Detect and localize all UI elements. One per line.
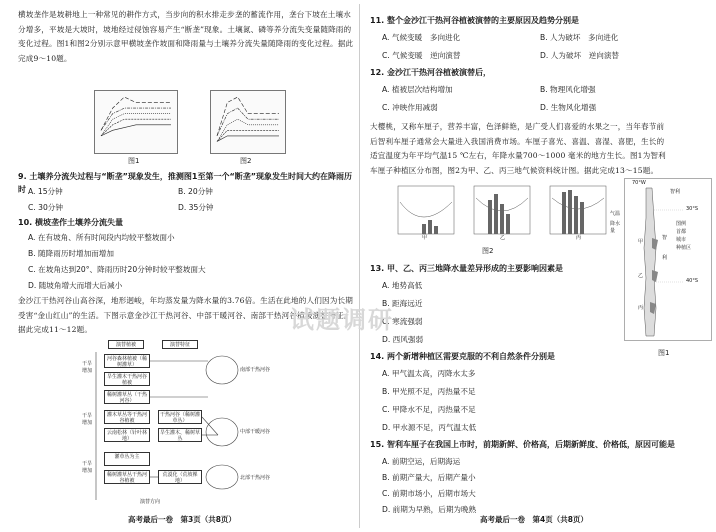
watermark-text: 试题调研 xyxy=(290,306,394,334)
q9-option-d[interactable]: D. 35分钟 xyxy=(178,203,214,212)
question-10: 10. 横坡垄作土壤养分流失量 xyxy=(18,218,123,227)
q14-option-c[interactable]: C. 甲降水不足，丙热量不足 xyxy=(382,405,476,414)
left-page-footer: 高考最后一卷 第3页（共8页） xyxy=(128,515,236,524)
flow-left-label-3: 干旱增加 xyxy=(82,461,93,474)
q12-option-a[interactable]: A. 植被层次结构增加 xyxy=(382,85,453,94)
climate-charts xyxy=(392,180,622,240)
q10-option-b[interactable]: B. 随降雨历时增加而增加 xyxy=(28,249,114,258)
question-9: 9. 土壤养分流失过程与“断垄”现象发生，推测图1至第一个“断垄”现象发生时间大约在降雨历时 xyxy=(18,172,352,194)
q14-option-d[interactable]: D. 甲水源不足，丙气温太低 xyxy=(382,423,477,432)
succession-flow-diagram xyxy=(80,340,290,510)
flow-box-4: 灌木草丛等干热河谷植被 xyxy=(104,410,150,424)
figure-1-caption: 图1 xyxy=(128,157,140,165)
flow-box-9: 稀树灌草丛干热河谷植被 xyxy=(104,470,150,484)
climate-charts-svg xyxy=(392,180,622,240)
climate-legend-temp: 气温 xyxy=(610,211,621,217)
map-longitude: 70°W xyxy=(632,180,646,186)
map-city-bing: 丙 xyxy=(638,305,644,311)
climate-label-yi: 乙 xyxy=(500,235,506,241)
q14-option-a[interactable]: A. 甲气温太高，丙降水太多 xyxy=(382,369,476,378)
q11-option-c[interactable]: C. 气候变暖 逆向演替 xyxy=(382,51,461,60)
climate-label-bing: 丙 xyxy=(576,235,582,241)
question-11: 11. 整个金沙江干热河谷植被演替的主要原因及趋势分别是 xyxy=(370,16,579,25)
flow-box-1: 河谷森林植被（稀树灌草） xyxy=(104,354,150,368)
flow-box-8: 灌草丛为主 xyxy=(104,452,150,466)
map-city-yi: 乙 xyxy=(638,273,644,279)
flow-box-10: 荒漠化（荒坡裸地） xyxy=(158,470,202,484)
right-figure-1-caption: 图1 xyxy=(658,349,670,357)
map-legend-city: 城市 xyxy=(676,237,687,243)
q13-option-c[interactable]: C. 寒流强弱 xyxy=(382,317,423,326)
q11-option-d[interactable]: D. 人为破坏 逆向演替 xyxy=(540,51,620,60)
flow-right-label-2: 中部干暖河谷 xyxy=(240,429,271,435)
map-legend-capital: 首都 xyxy=(676,229,687,235)
flow-box-5: 云南松林（针叶林地） xyxy=(104,428,150,442)
flow-bottom-label: 演替方向 xyxy=(140,499,161,505)
intro-paragraph-2: 金沙江干热河谷山高谷深，地形迥峻，年均蒸发量为降水量的3.76倍。生活在此地的人们因为长期受害“金山红山”的生活。下图示意金沙江干热河谷、中部干暖河谷、南部干热河谷植被演替特征。据此完成11～12题。 xyxy=(18,296,353,334)
q15-option-b[interactable]: B. 前期产量大，后期产量小 xyxy=(382,473,476,482)
intro-paragraph-1: 横坡垄作是坡耕地上一种常见的耕作方式，当步向的积水排走步垄的蓄流作用，垄台下坡在土壤水分增多，平坡是大坡时，坡地经过侵蚀容易产生“断垄”现象。土壤氮、磷等养分流失变量随降雨的变化过程。图1和图2分别示意甲横坡垄作坡面和降雨量与土壤养分流失量随降雨的变化过程。据此完成9～10题。 xyxy=(18,10,354,63)
flow-right-label-3: 北部干热河谷 xyxy=(240,475,271,481)
q11-option-a[interactable]: A. 气候变暖 多向进化 xyxy=(382,33,461,42)
q13-option-d[interactable]: D. 西风强弱 xyxy=(382,335,424,344)
chart1-marks xyxy=(101,97,171,136)
q12-option-b[interactable]: B. 物理风化增强 xyxy=(540,85,596,94)
page-divider xyxy=(359,4,360,528)
map-legend-plant: 种植区 xyxy=(676,245,692,251)
right-figure-2-caption: 图2 xyxy=(482,247,494,255)
q14-option-b[interactable]: B. 甲光照不足，丙热量不足 xyxy=(382,387,476,396)
q9-option-c[interactable]: C. 30分钟 xyxy=(28,203,63,212)
q10-option-a[interactable]: A. 在有坡角、所有时间段内均较平整坡面小 xyxy=(28,233,175,242)
map-country: 智利 xyxy=(670,189,681,195)
q11-option-b[interactable]: B. 人为破坏 多向进化 xyxy=(540,33,619,42)
figure-2-caption: 图2 xyxy=(240,157,252,165)
question-13: 13. 甲、乙、丙三地降水量差异形成的主要影响因素是 xyxy=(370,264,563,273)
map-place-2: 利 xyxy=(662,255,668,261)
flow-box-7: 旱生灌木、稀树草丛 xyxy=(160,430,201,442)
map-lat-40: 40°S xyxy=(686,278,699,284)
q10-option-d[interactable]: D. 随坡角增大而增大后减小 xyxy=(28,281,123,290)
figure-2-chart xyxy=(210,90,286,154)
q10-option-c[interactable]: C. 在坡角达到20°、降雨历时20分钟时较平整坡面大 xyxy=(28,265,206,274)
q15-option-a[interactable]: A. 前期空运，后期海运 xyxy=(382,457,461,466)
series-line-5° xyxy=(101,119,171,136)
flow-left-label-2: 干旱增加 xyxy=(82,413,93,426)
flow-box-6: 干热河谷（稀树灌草丛） xyxy=(160,412,201,424)
right-page-footer: 高考最后一卷 第4页（共8页） xyxy=(480,515,588,524)
intro-paragraph-3: 大樱桃，又称车厘子，营养丰富，色泽鲜艳，是广受人们喜爱的水果之一，当年春节前后智利车厘子通常会大量进入我国消费市场。车厘子喜光、喜温、喜湿、喜肥，生长的适宜温度为年平均气温15 ℃左右，年降水量700～1000 毫米的地方生长。图1为智利车厘子种植区分布图，图2为甲、乙、丙三地气候资料统计图。据此完成13～15题。 xyxy=(370,122,666,175)
chile-map xyxy=(624,178,712,346)
right-page xyxy=(362,0,716,532)
q12-option-c[interactable]: C. 冲映作用减弱 xyxy=(382,103,438,112)
question-15: 15. 智利车厘子在我国上市时，前期新鲜、价格高，后期新鲜度、价格低，原因可能是 xyxy=(370,440,675,449)
flow-box-2: 旱生灌木干热河谷植被 xyxy=(104,372,150,386)
q9-option-a[interactable]: A. 15分钟 xyxy=(28,187,63,196)
flow-header-2: 演替特征 xyxy=(162,340,198,349)
series-line-平整坡面 xyxy=(101,125,171,136)
map-legend-title: 图例 xyxy=(676,221,687,227)
flow-header-1: 演替植被 xyxy=(108,340,144,349)
q13-option-a[interactable]: A. 地势高低 xyxy=(382,281,423,290)
map-place-1: 智 xyxy=(662,235,668,241)
map-city-jia: 甲 xyxy=(638,239,644,245)
q15-option-c[interactable]: C. 前期市场小，后期市场大 xyxy=(382,489,476,498)
question-14: 14. 两个新增种植区需要克服的不利自然条件分别是 xyxy=(370,352,555,361)
climate-label-jia: 甲 xyxy=(422,235,428,241)
q13-option-b[interactable]: B. 距海远近 xyxy=(382,299,423,308)
flow-box-3: 稀树灌草丛（干热河谷） xyxy=(104,390,150,404)
question-12: 12. 金沙江干热河谷植被演替后， xyxy=(370,68,491,77)
climate-legend-precip: 降水量 xyxy=(610,221,621,234)
q9-option-b[interactable]: B. 20分钟 xyxy=(178,187,213,196)
series-line-平整坡面 xyxy=(217,136,279,142)
chile-map-svg xyxy=(624,178,712,346)
map-lat-30: 30°S xyxy=(686,206,699,212)
chart2-marks xyxy=(217,97,279,141)
q12-option-d[interactable]: D. 生物风化增强 xyxy=(540,103,597,112)
q15-option-d[interactable]: D. 前期为早熟，后期为晚熟 xyxy=(382,505,477,514)
flow-right-label-1: 南部干热河谷 xyxy=(240,367,271,373)
figure-1-chart xyxy=(94,90,178,154)
flow-left-label-1: 干旱增加 xyxy=(82,361,93,374)
